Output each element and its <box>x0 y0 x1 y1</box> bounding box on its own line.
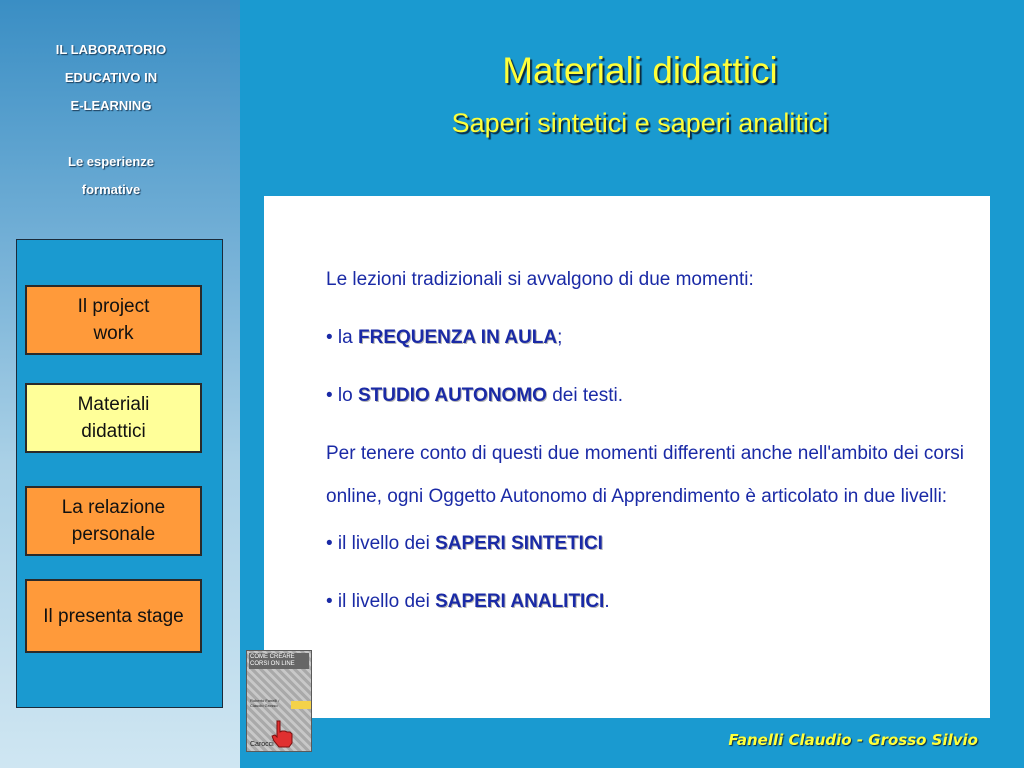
nav-button-relazione-personale[interactable]: La relazione personale <box>25 486 202 556</box>
sidebar-title <box>0 36 222 120</box>
highlight-saperi-sintetici: SAPERI SINTETICI <box>435 533 603 554</box>
highlight-saperi-analitici: SAPERI ANALITICI <box>435 591 605 612</box>
bullet-item <box>326 530 966 558</box>
content-panel <box>264 196 990 718</box>
pointer-hand-icon <box>269 719 295 749</box>
book-cover-image[interactable] <box>246 650 312 752</box>
nav-button-presenta-stage[interactable]: Il presenta stage <box>25 579 202 653</box>
book-label <box>291 701 311 709</box>
highlight-frequenza: FREQUENZA IN AULA <box>358 327 558 348</box>
nav-button-materiali-didattici[interactable]: Materiali didattici <box>25 383 202 453</box>
bullet-item <box>326 382 966 410</box>
bullet-item <box>326 324 966 352</box>
bullet-prefix: • il livello dei <box>326 591 436 612</box>
bullet-prefix: • la <box>326 327 358 348</box>
bullet-suffix: dei testi. <box>546 385 623 406</box>
sidebar-title-line: IL LABORATORIO <box>55 42 167 57</box>
bullet-suffix: . <box>604 591 610 612</box>
sidebar-subtitle <box>0 148 222 204</box>
page-subtitle: Saperi sintetici e saperi analitici <box>451 108 829 138</box>
page-title: Materiali didattici <box>502 50 778 91</box>
sidebar-title-line: EDUCATIVO IN <box>64 70 158 85</box>
footer-authors: Fanelli Claudio - Grosso Silvio <box>728 731 978 749</box>
nav-button-project-work[interactable]: Il project work <box>25 285 202 355</box>
highlight-studio: STUDIO AUTONOMO <box>358 385 547 406</box>
bullet-prefix: • il livello dei <box>326 533 436 554</box>
sidebar-subtitle-line: formative <box>81 182 141 197</box>
content-body <box>326 266 966 646</box>
intro-text: Le lezioni tradizionali si avvalgono di due momenti: <box>326 269 754 290</box>
paragraph-text: Per tenere conto di questi due momenti differenti anche nell'ambito dei corsi online, ogni Oggetto Autonomo di Apprendimento è articolato in due livelli: <box>326 443 965 507</box>
bullet-prefix: • lo <box>326 385 358 406</box>
bullet-suffix: ; <box>557 327 563 348</box>
book-publisher: Carocci <box>250 741 274 748</box>
sidebar-subtitle-line: Le esperienze <box>68 154 154 169</box>
bullet-item <box>326 588 966 616</box>
book-title: COME CREARE CORSI ON LINE <box>249 653 309 669</box>
sidebar-title-line: E-LEARNING <box>70 98 152 113</box>
book-authors: Roberto Fanelli / Claudio Grosso <box>250 698 280 708</box>
